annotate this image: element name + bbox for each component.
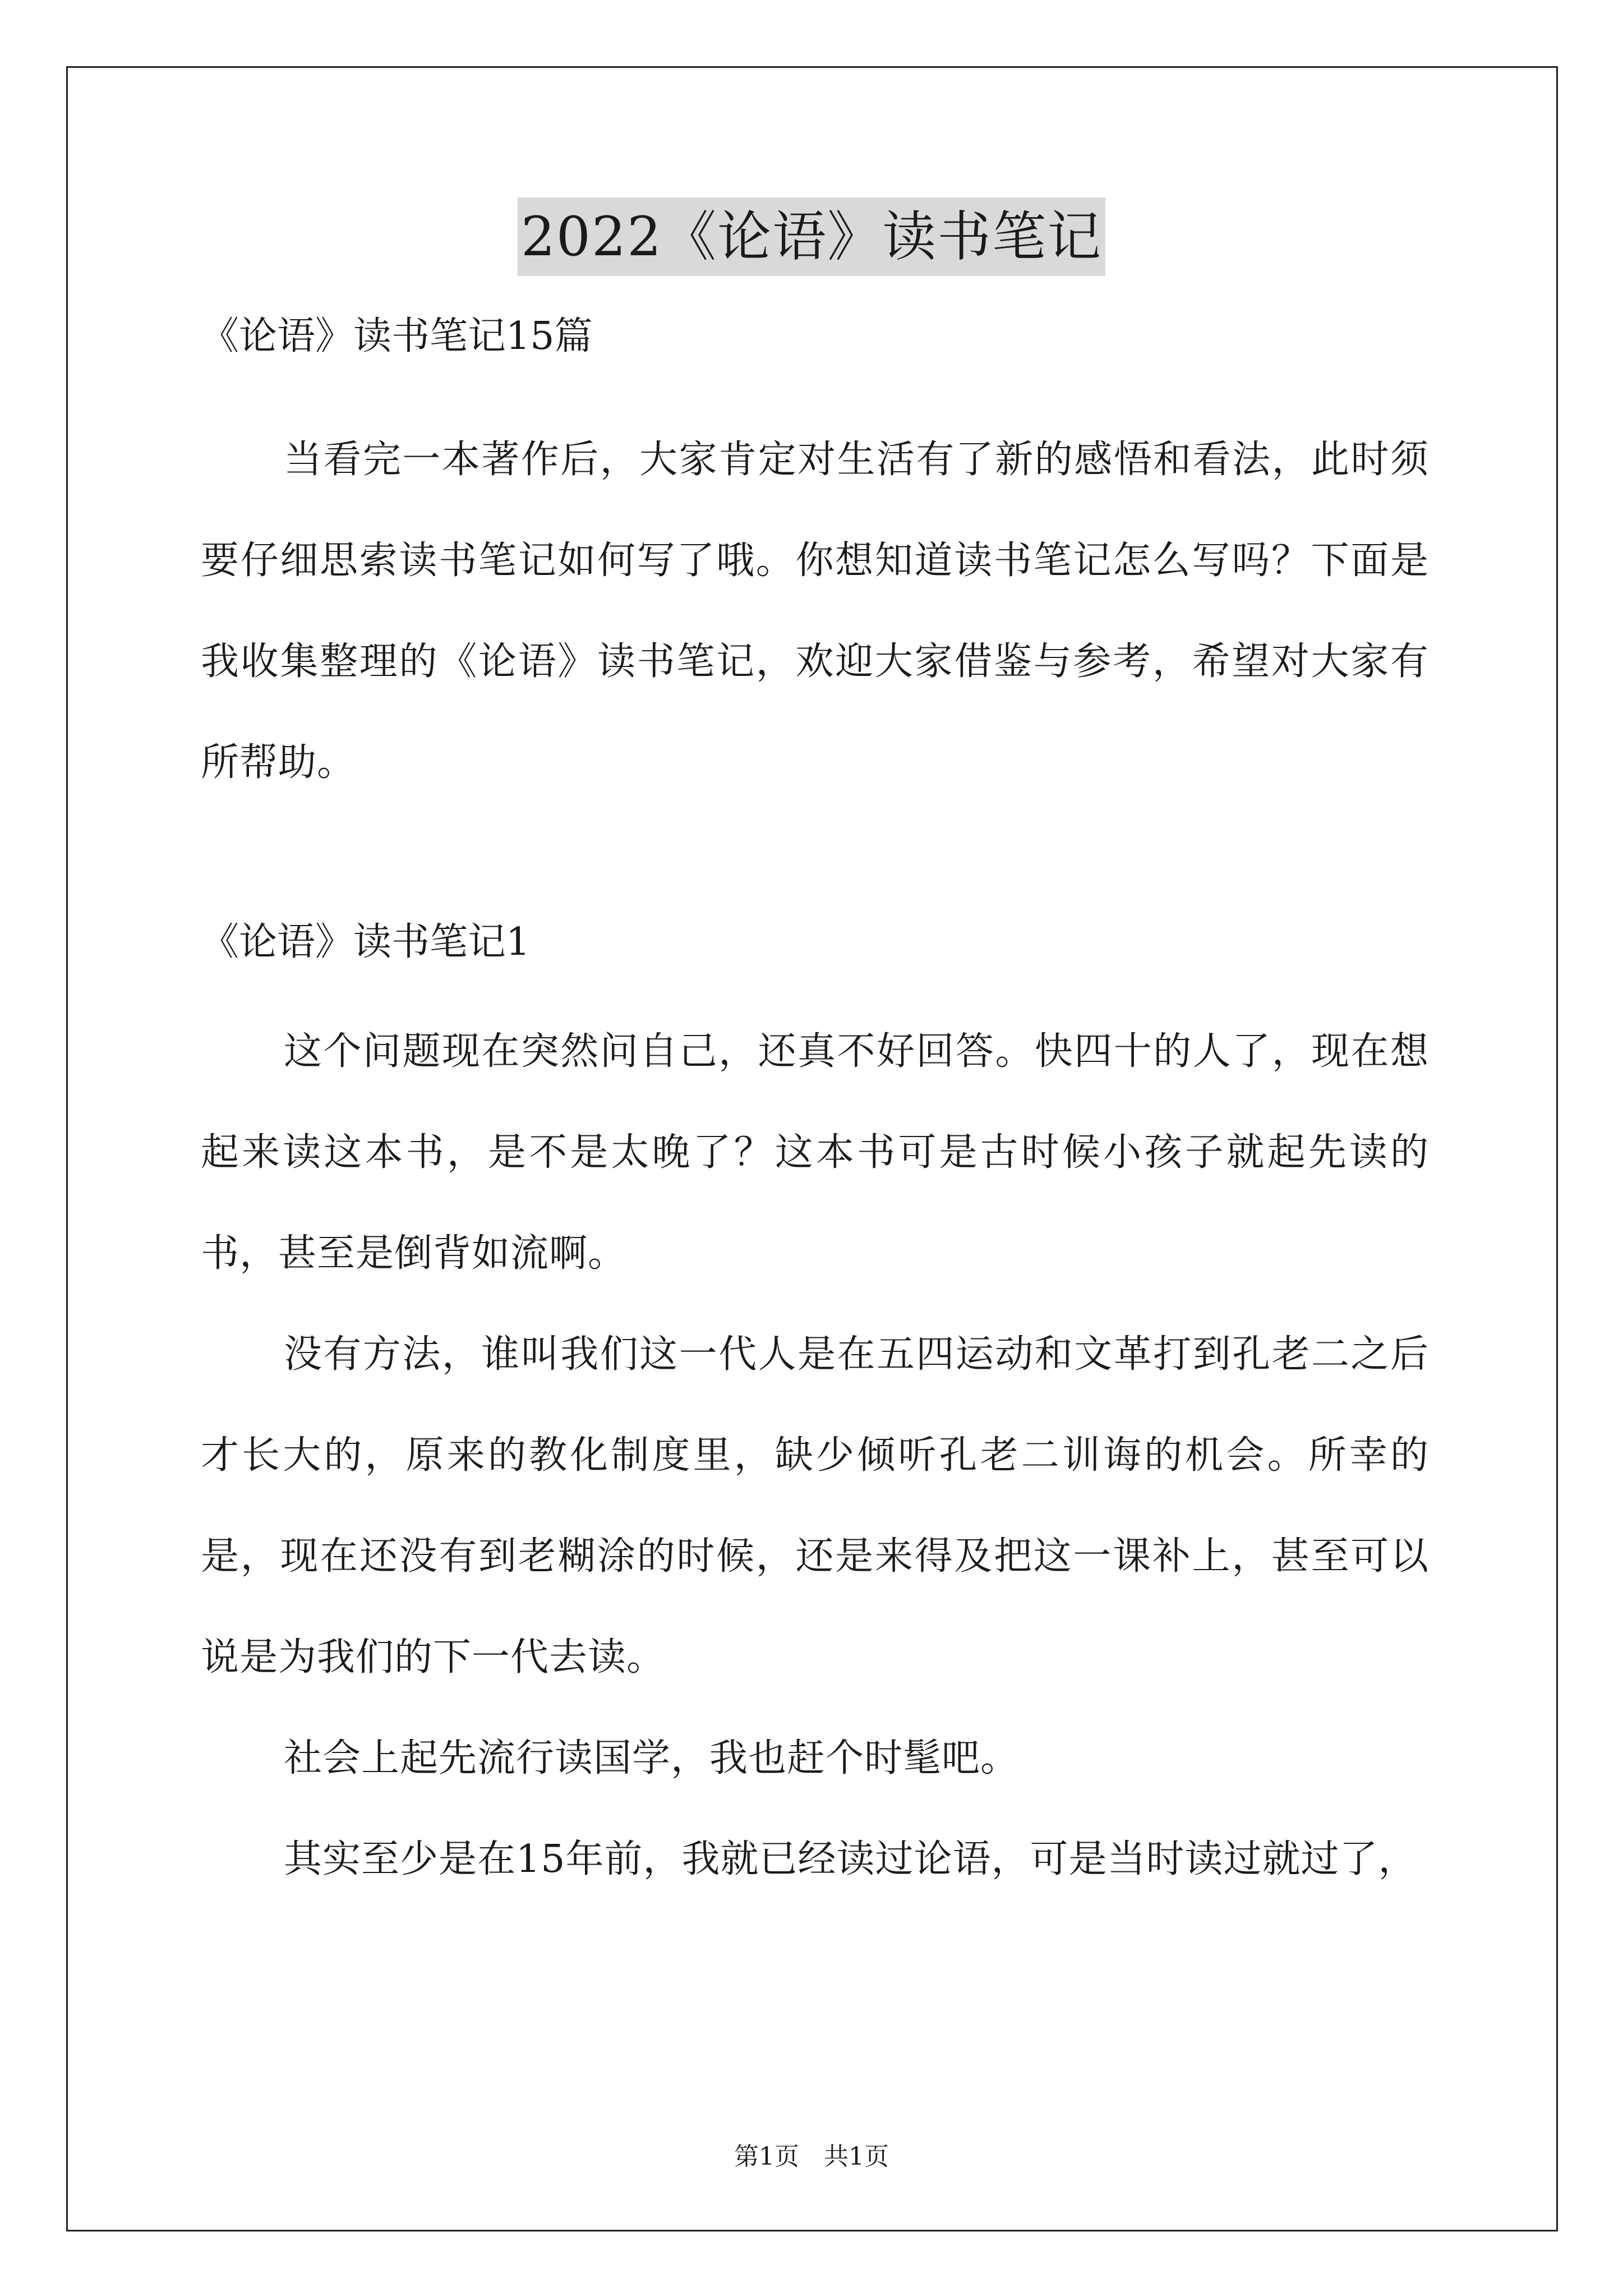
title-container — [0, 197, 1623, 276]
document-title: 2022《论语》读书笔记 — [518, 197, 1105, 276]
collection-heading: 《论语》读书笔记15篇 — [201, 314, 593, 358]
body-paragraph: 没有方法，谁叫我们这一代人是在五四运动和文革打到孔老二之后才长大的，原来的教化制度里，缺少倾听孔老二训诲的机会。所幸的是，现在还没有到老糊涂的时候，还是来得及把这一课补上，甚至可以说是为我们的下一代去读。 — [201, 1332, 1429, 1680]
body-paragraph: 其实至少是在15年前，我就已经读过论语，可是当时读过就过了， — [284, 1837, 1417, 1881]
intro-paragraph: 当看完一本著作后，大家肯定对生活有了新的感悟和看法，此时须要仔细思索读书笔记如何写了哦。你想知道读书笔记怎么写吗？下面是我收集整理的《论语》读书笔记，欢迎大家借鉴与参考，希望对大家有所帮助。 — [201, 438, 1429, 785]
document-body — [201, 303, 1429, 1910]
body-paragraph: 这个问题现在突然问自己，还真不好回答。快四十的人了，现在想起来读这本书，是不是太晚了？这本书可是古时候小孩子就起先读的书，甚至是倒背如流啊。 — [201, 1029, 1429, 1276]
page-footer — [0, 2140, 1623, 2174]
page-number-label: 第1页 共1页 — [734, 2142, 889, 2171]
body-paragraph: 社会上起先流行读国学，我也赶个时髦吧。 — [284, 1736, 1020, 1780]
section-heading: 《论语》读书笔记1 — [201, 920, 531, 964]
